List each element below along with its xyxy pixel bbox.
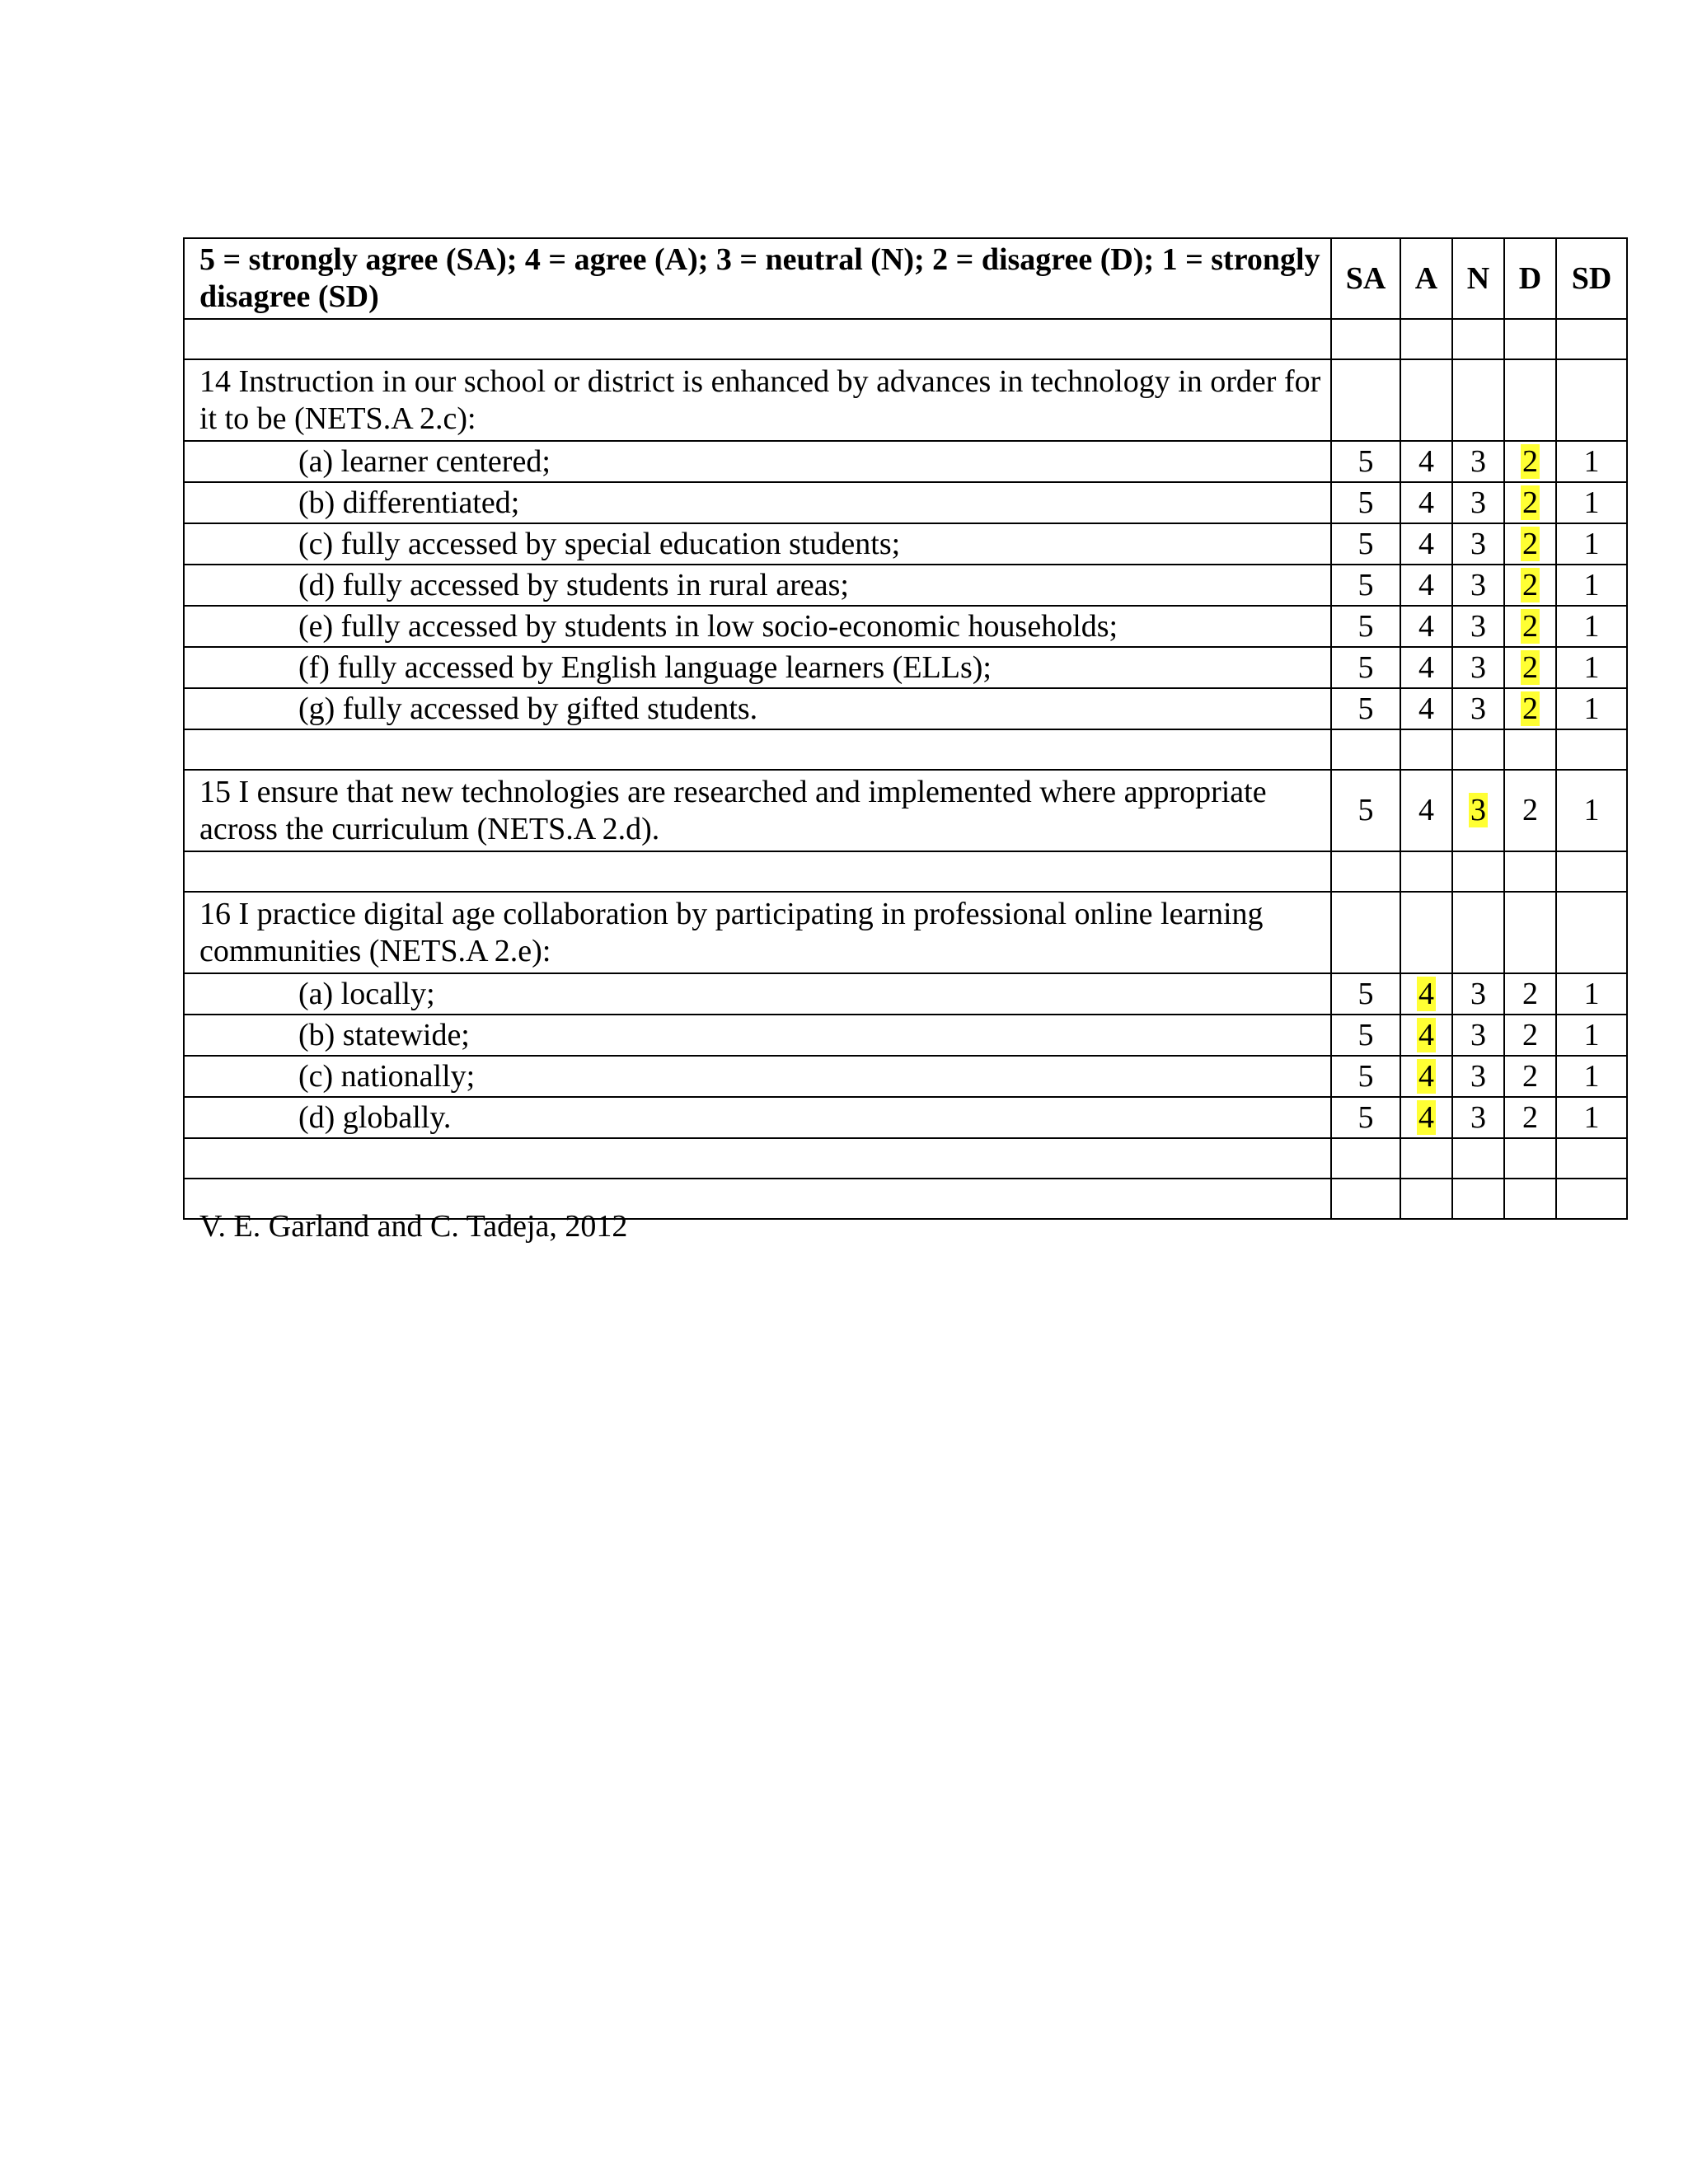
blank-row (184, 851, 1627, 892)
rating-value: 4 (1418, 649, 1434, 685)
sub-item-row (184, 606, 1627, 647)
empty-cell (1331, 729, 1400, 770)
blank-row (184, 319, 1627, 359)
rating-cell-5 (1331, 973, 1400, 1015)
rating-cell-2 (1504, 482, 1556, 523)
rating-value: 1 (1583, 608, 1600, 644)
rating-value: 3 (1470, 526, 1486, 561)
rating-value: 3 (1470, 1099, 1486, 1135)
empty-cell (1556, 1179, 1627, 1219)
rating-value: 1 (1583, 443, 1600, 479)
rating-cell-3 (1452, 770, 1504, 851)
selected-rating: 2 (1522, 443, 1538, 479)
empty-cell (1452, 1179, 1504, 1219)
rating-cell-1 (1556, 565, 1627, 606)
blank-row (184, 729, 1627, 770)
empty-cell (1504, 359, 1556, 441)
column-header-n: N (1452, 238, 1504, 319)
selected-rating: 2 (1522, 567, 1538, 602)
rating-cell-2 (1504, 523, 1556, 565)
selected-rating: 2 (1522, 608, 1538, 644)
rating-value: 1 (1583, 526, 1600, 561)
selected-rating: 3 (1470, 793, 1486, 827)
empty-cell (1400, 1179, 1452, 1219)
sub-item-text: (c) nationally; (184, 1056, 1331, 1097)
rating-cell-4 (1400, 565, 1452, 606)
selected-rating: 2 (1522, 485, 1538, 520)
rating-cell-1 (1556, 1015, 1627, 1056)
rating-cell-4 (1400, 1097, 1452, 1138)
rating-cell-5 (1331, 647, 1400, 688)
rating-cell-2 (1504, 688, 1556, 729)
rating-cell-4 (1400, 441, 1452, 482)
empty-cell (184, 851, 1331, 892)
rating-cell-4 (1400, 647, 1452, 688)
selected-rating: 2 (1522, 691, 1538, 726)
rating-value: 3 (1470, 443, 1486, 479)
sub-item-row (184, 1056, 1627, 1097)
rating-value: 2 (1522, 1099, 1538, 1135)
rating-value: 2 (1522, 976, 1538, 1011)
column-header-sd: SD (1556, 238, 1627, 319)
sub-item-text: (b) differentiated; (184, 482, 1331, 523)
empty-cell (1504, 319, 1556, 359)
rating-cell-2 (1504, 770, 1556, 851)
rating-value: 1 (1583, 976, 1600, 1011)
rating-cell-5 (1331, 770, 1400, 851)
blank-row (184, 1138, 1627, 1179)
rating-value: 3 (1470, 976, 1486, 1011)
rating-value: 5 (1357, 567, 1374, 602)
rating-cell-5 (1331, 565, 1400, 606)
rating-value: 3 (1470, 608, 1486, 644)
rating-value: 5 (1357, 1058, 1374, 1094)
rating-value: 3 (1470, 1017, 1486, 1052)
empty-cell (1556, 359, 1627, 441)
rating-value: 5 (1357, 526, 1374, 561)
rating-value: 1 (1583, 649, 1600, 685)
empty-cell (1400, 319, 1452, 359)
rating-value: 5 (1357, 793, 1374, 827)
question-row (184, 770, 1627, 851)
rating-cell-2 (1504, 1056, 1556, 1097)
empty-cell (1452, 892, 1504, 973)
empty-cell (184, 1138, 1331, 1179)
rating-cell-4 (1400, 1056, 1452, 1097)
rating-cell-2 (1504, 606, 1556, 647)
rating-cell-3 (1452, 1056, 1504, 1097)
empty-cell (1400, 851, 1452, 892)
column-header-a: A (1400, 238, 1452, 319)
rating-cell-3 (1452, 482, 1504, 523)
rating-value: 1 (1583, 1099, 1600, 1135)
sub-item-row (184, 441, 1627, 482)
sub-item-text: (f) fully accessed by English language learners (ELLs); (184, 647, 1331, 688)
empty-cell (1556, 1138, 1627, 1179)
rating-cell-5 (1331, 1056, 1400, 1097)
rating-cell-5 (1331, 482, 1400, 523)
rating-cell-3 (1452, 523, 1504, 565)
sub-item-text: (c) fully accessed by special education students; (184, 523, 1331, 565)
rating-cell-2 (1504, 1097, 1556, 1138)
rating-cell-4 (1400, 482, 1452, 523)
rating-value: 3 (1470, 567, 1486, 602)
rating-cell-1 (1556, 973, 1627, 1015)
column-header-d: D (1504, 238, 1556, 319)
question-text: 16 I practice digital age collaboration by participating in professional online learning communities (NETS.A 2.e): (184, 892, 1331, 973)
citation-footer: V. E. Garland and C. Tadeja, 2012 (199, 1209, 628, 1244)
rating-cell-1 (1556, 1097, 1627, 1138)
rating-cell-4 (1400, 1015, 1452, 1056)
empty-cell (1331, 1138, 1400, 1179)
rating-value: 1 (1583, 1058, 1600, 1094)
empty-cell (1452, 729, 1504, 770)
empty-cell (1452, 359, 1504, 441)
empty-cell (1504, 1138, 1556, 1179)
rating-value: 1 (1583, 567, 1600, 602)
empty-cell (1331, 892, 1400, 973)
sub-item-text: (e) fully accessed by students in low socio-economic households; (184, 606, 1331, 647)
rating-value: 2 (1522, 793, 1538, 827)
rating-cell-3 (1452, 565, 1504, 606)
rating-cell-2 (1504, 973, 1556, 1015)
rating-cell-2 (1504, 441, 1556, 482)
rating-cell-1 (1556, 482, 1627, 523)
rating-value: 1 (1583, 793, 1600, 827)
rating-cell-3 (1452, 688, 1504, 729)
selected-rating: 4 (1418, 1058, 1434, 1094)
rating-cell-5 (1331, 441, 1400, 482)
rating-value: 5 (1357, 485, 1374, 520)
rating-cell-2 (1504, 647, 1556, 688)
rating-value: 3 (1470, 1058, 1486, 1094)
rating-cell-3 (1452, 606, 1504, 647)
sub-item-row (184, 1015, 1627, 1056)
rating-cell-1 (1556, 647, 1627, 688)
survey-table (183, 237, 1628, 1220)
empty-cell (1331, 851, 1400, 892)
empty-cell (1452, 851, 1504, 892)
rating-value: 3 (1470, 649, 1486, 685)
selected-rating: 2 (1522, 526, 1538, 561)
empty-cell (1504, 729, 1556, 770)
rating-cell-3 (1452, 441, 1504, 482)
empty-cell (1331, 319, 1400, 359)
rating-cell-5 (1331, 1015, 1400, 1056)
empty-cell (1504, 851, 1556, 892)
question-text: 14 Instruction in our school or district is enhanced by advances in technology in order for it to be (NETS.A 2.c): (184, 359, 1331, 441)
sub-item-row (184, 973, 1627, 1015)
rating-cell-5 (1331, 1097, 1400, 1138)
rating-cell-3 (1452, 1015, 1504, 1056)
rating-value: 5 (1357, 1017, 1374, 1052)
rating-cell-2 (1504, 565, 1556, 606)
question-row (184, 892, 1627, 973)
rating-cell-4 (1400, 688, 1452, 729)
rating-value: 5 (1357, 608, 1374, 644)
rating-value: 2 (1522, 1017, 1538, 1052)
header-row (184, 238, 1627, 319)
empty-cell (1400, 892, 1452, 973)
rating-cell-1 (1556, 770, 1627, 851)
empty-cell (1400, 1138, 1452, 1179)
sub-item-text: (d) fully accessed by students in rural areas; (184, 565, 1331, 606)
rating-cell-3 (1452, 1097, 1504, 1138)
sub-item-text: (g) fully accessed by gifted students. (184, 688, 1331, 729)
empty-cell (1331, 1179, 1400, 1219)
rating-value: 5 (1357, 649, 1374, 685)
rating-value: 1 (1583, 485, 1600, 520)
sub-item-row (184, 482, 1627, 523)
rating-cell-1 (1556, 606, 1627, 647)
selected-rating: 4 (1418, 976, 1434, 1011)
empty-cell (184, 319, 1331, 359)
question-text: 15 I ensure that new technologies are researched and implemented where appropriate across the curriculum (NETS.A 2.d). (184, 770, 1331, 851)
rating-value: 5 (1357, 443, 1374, 479)
empty-cell (1504, 1179, 1556, 1219)
empty-cell (1556, 892, 1627, 973)
rating-value: 1 (1583, 691, 1600, 726)
rating-value: 4 (1418, 691, 1434, 726)
empty-cell (1504, 892, 1556, 973)
sub-item-text: (b) statewide; (184, 1015, 1331, 1056)
rating-value: 5 (1357, 691, 1374, 726)
rating-cell-4 (1400, 523, 1452, 565)
rating-cell-5 (1331, 606, 1400, 647)
empty-cell (1400, 729, 1452, 770)
rating-value: 4 (1418, 567, 1434, 602)
empty-cell (1400, 359, 1452, 441)
rating-cell-1 (1556, 1056, 1627, 1097)
rating-value: 5 (1357, 1099, 1374, 1135)
rating-cell-1 (1556, 688, 1627, 729)
rating-cell-4 (1400, 770, 1452, 851)
empty-cell (1452, 319, 1504, 359)
rating-value: 4 (1418, 608, 1434, 644)
empty-cell (184, 729, 1331, 770)
rating-cell-2 (1504, 1015, 1556, 1056)
rating-cell-1 (1556, 523, 1627, 565)
rating-cell-4 (1400, 606, 1452, 647)
rating-value: 5 (1357, 976, 1374, 1011)
empty-cell (1452, 1138, 1504, 1179)
rating-value: 4 (1418, 443, 1434, 479)
rating-cell-5 (1331, 688, 1400, 729)
empty-cell (1556, 729, 1627, 770)
rating-value: 4 (1418, 526, 1434, 561)
sub-item-text: (a) learner centered; (184, 441, 1331, 482)
rating-value: 3 (1470, 485, 1486, 520)
column-header-sa: SA (1331, 238, 1400, 319)
empty-cell (1331, 359, 1400, 441)
selected-rating: 4 (1418, 1099, 1434, 1135)
sub-item-text: (a) locally; (184, 973, 1331, 1015)
rating-value: 4 (1418, 485, 1434, 520)
sub-item-row (184, 647, 1627, 688)
rating-cell-1 (1556, 441, 1627, 482)
sub-item-row (184, 565, 1627, 606)
selected-rating: 4 (1418, 1017, 1434, 1052)
rating-value: 1 (1583, 1017, 1600, 1052)
selected-rating: 2 (1522, 649, 1538, 685)
rating-cell-4 (1400, 973, 1452, 1015)
rating-cell-3 (1452, 973, 1504, 1015)
rating-value: 4 (1418, 793, 1434, 827)
rating-cell-5 (1331, 523, 1400, 565)
rating-cell-3 (1452, 647, 1504, 688)
rating-value: 2 (1522, 1058, 1538, 1094)
sub-item-row (184, 1097, 1627, 1138)
sub-item-row (184, 688, 1627, 729)
question-row (184, 359, 1627, 441)
sub-item-row (184, 523, 1627, 565)
scale-legend: 5 = strongly agree (SA); 4 = agree (A); 3 = neutral (N); 2 = disagree (D); 1 = strongly disagree (SD) (184, 238, 1331, 319)
rating-value: 3 (1470, 691, 1486, 726)
sub-item-text: (d) globally. (184, 1097, 1331, 1138)
empty-cell (1556, 319, 1627, 359)
empty-cell (1556, 851, 1627, 892)
